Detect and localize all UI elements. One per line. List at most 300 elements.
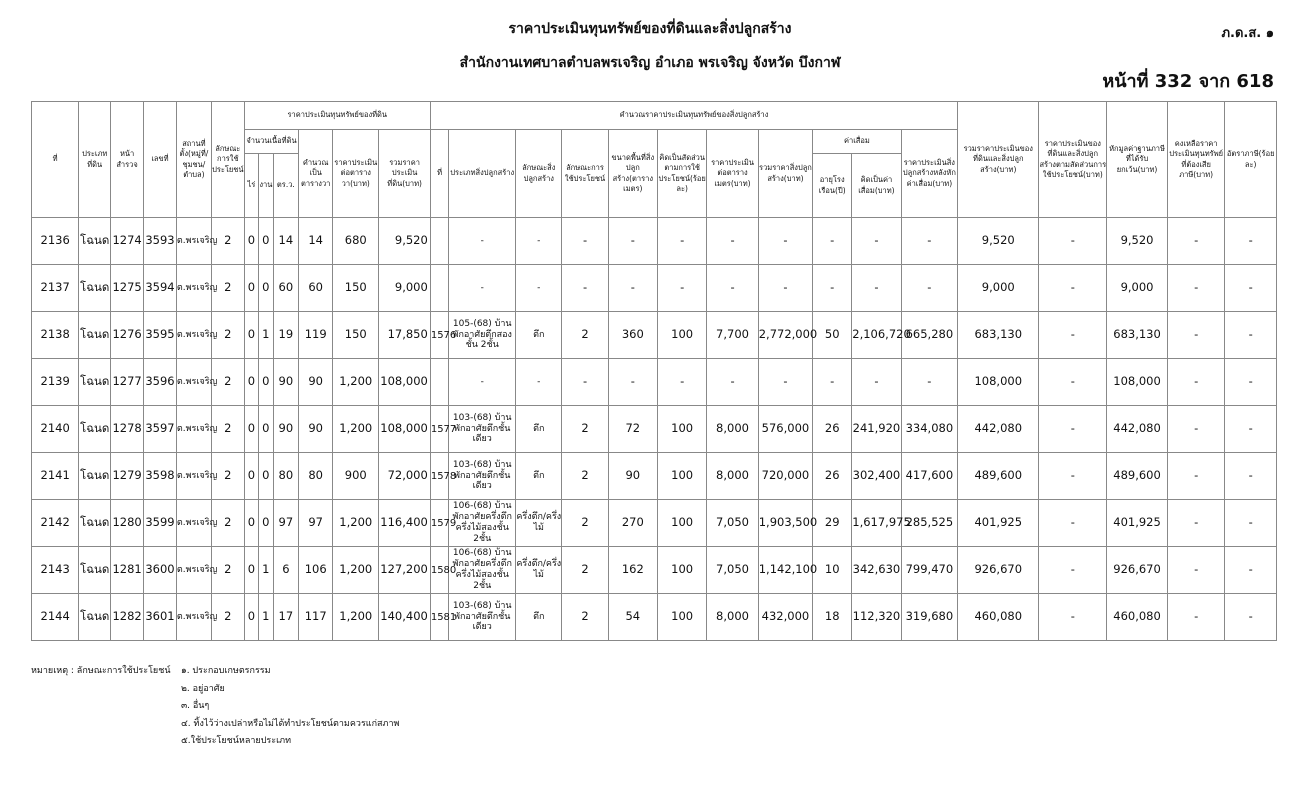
table-row (32, 547, 1277, 594)
cell-rate: - (1225, 547, 1277, 594)
note-item: ๕.ใช้ประโยชน์หลายประเภท (181, 736, 292, 746)
cell-b-no: 1576 (430, 312, 449, 359)
cell-wa: 60 (273, 265, 299, 312)
cell-b-after: 417,600 (901, 453, 958, 500)
cell-deduct: 9,000 (1107, 265, 1168, 312)
cell-number: 3599 (144, 500, 177, 547)
cell-use: 2 (211, 547, 244, 594)
cell-ngan: 0 (259, 406, 273, 453)
cell-b-kind: - (516, 359, 562, 406)
cell-b-ratio: 100 (657, 406, 706, 453)
cell-b-type: - (449, 265, 516, 312)
cell-b-kind: ตึก (516, 406, 562, 453)
cell-ngan: 0 (259, 265, 273, 312)
cell-b-type: 103-(68) บ้านพักอาศัยตึกชั้นเดียว (449, 594, 516, 641)
cell-no: 2140 (32, 406, 79, 453)
cell-b-total: - (758, 265, 812, 312)
cell-b-size: 54 (608, 594, 657, 641)
cell-price-per-wa: 1,200 (333, 594, 379, 641)
col-number: เลขที่ (144, 102, 177, 218)
cell-number: 3597 (144, 406, 177, 453)
cell-b-price-m: 8,000 (707, 453, 758, 500)
cell-b-no (430, 265, 449, 312)
cell-b-use: 2 (562, 547, 608, 594)
cell-b-depr: - (852, 265, 901, 312)
cell-rate: - (1225, 312, 1277, 359)
cell-rai: 0 (244, 547, 258, 594)
cell-b-depr: 241,920 (852, 406, 901, 453)
col-b-type: ประเภทสิ่งปลูกสร้าง (449, 130, 516, 218)
cell-sum-all: 926,670 (958, 547, 1039, 594)
cell-ngan: 0 (259, 359, 273, 406)
cell-price-per-wa: 1,200 (333, 359, 379, 406)
col-b-ratio: คิดเป็นสัดส่วนตามการใช้ประโยชน์(ร้อยละ) (657, 130, 706, 218)
cell-b-after: - (901, 265, 958, 312)
cell-partial: - (1039, 453, 1107, 500)
cell-remain: - (1167, 312, 1225, 359)
cell-b-use: - (562, 265, 608, 312)
cell-b-depr: - (852, 218, 901, 265)
col-b-age: อายุโรงเรือน(ปี) (813, 154, 852, 218)
cell-b-after: 319,680 (901, 594, 958, 641)
cell-b-no: 1577 (430, 406, 449, 453)
col-page: หน้าสำรวจ (111, 102, 144, 218)
cell-price-per-wa: 1,200 (333, 406, 379, 453)
cell-b-after: - (901, 359, 958, 406)
cell-doc-type: โฉนด (79, 453, 111, 500)
notes (31, 663, 399, 751)
cell-b-size: - (608, 218, 657, 265)
cell-no: 2136 (32, 218, 79, 265)
cell-location: ต.พรเจริญ (176, 406, 211, 453)
cell-b-no: 1578 (430, 453, 449, 500)
cell-rate: - (1225, 359, 1277, 406)
cell-rai: 0 (244, 265, 258, 312)
cell-deduct: 9,520 (1107, 218, 1168, 265)
col-price-per-wa: ราคาประเมินต่อตารางวา(บาท) (333, 130, 379, 218)
cell-b-kind: ครึ่งตึก/ครึ่งไม้ (516, 500, 562, 547)
cell-land-total: 9,520 (379, 218, 430, 265)
cell-sqwa: 90 (299, 359, 333, 406)
cell-land-total: 72,000 (379, 453, 430, 500)
cell-wa: 90 (273, 406, 299, 453)
cell-rai: 0 (244, 500, 258, 547)
cell-wa: 14 (273, 218, 299, 265)
cell-land-total: 116,400 (379, 500, 430, 547)
cell-b-price-m: - (707, 359, 758, 406)
cell-rai: 0 (244, 312, 258, 359)
cell-b-after: 334,080 (901, 406, 958, 453)
cell-location: ต.พรเจริญ (176, 265, 211, 312)
cell-partial: - (1039, 312, 1107, 359)
cell-rate: - (1225, 265, 1277, 312)
cell-location: ต.พรเจริญ (176, 594, 211, 641)
cell-no: 2137 (32, 265, 79, 312)
cell-b-after: - (901, 218, 958, 265)
cell-b-age: 10 (813, 547, 852, 594)
cell-b-size: - (608, 265, 657, 312)
cell-no: 2143 (32, 547, 79, 594)
cell-wa: 6 (273, 547, 299, 594)
cell-b-age: 26 (813, 453, 852, 500)
cell-remain: - (1167, 547, 1225, 594)
col-b-size: ขนาดพื้นที่สิ่งปลูกสร้าง(ตารางเมตร) (608, 130, 657, 218)
cell-b-size: 90 (608, 453, 657, 500)
cell-doc-type: โฉนด (79, 312, 111, 359)
cell-no: 2141 (32, 453, 79, 500)
cell-b-age: 50 (813, 312, 852, 359)
cell-sum-all: 442,080 (958, 406, 1039, 453)
cell-rate: - (1225, 406, 1277, 453)
cell-b-no (430, 359, 449, 406)
cell-b-total: 432,000 (758, 594, 812, 641)
cell-use: 2 (211, 359, 244, 406)
page-title: ราคาประเมินทุนทรัพย์ของที่ดินและสิ่งปลูกสร้าง (508, 21, 792, 37)
cell-sqwa: 97 (299, 500, 333, 547)
cell-wa: 97 (273, 500, 299, 547)
cell-b-no (430, 218, 449, 265)
cell-b-kind: ตึก (516, 453, 562, 500)
cell-b-price-m: - (707, 218, 758, 265)
cell-price-per-wa: 150 (333, 265, 379, 312)
note-item: ๑. ประกอบเกษตรกรรม (181, 666, 271, 676)
cell-b-price-m: 7,700 (707, 312, 758, 359)
cell-land-total: 17,850 (379, 312, 430, 359)
table-row (32, 453, 1277, 500)
cell-b-use: 2 (562, 594, 608, 641)
cell-ngan: 0 (259, 500, 273, 547)
cell-no: 2138 (32, 312, 79, 359)
cell-sum-all: 9,520 (958, 218, 1039, 265)
col-remain: คงเหลือราคาประเมินทุนทรัพย์ที่ต้องเสียภาษี(บาท) (1167, 102, 1225, 218)
cell-partial: - (1039, 218, 1107, 265)
table-row (32, 265, 1277, 312)
col-doc-type: ประเภทที่ดิน (79, 102, 111, 218)
cell-price-per-wa: 150 (333, 312, 379, 359)
col-b-price-m: ราคาประเมินต่อตารางเมตร(บาท) (707, 130, 758, 218)
cell-sum-all: 489,600 (958, 453, 1039, 500)
cell-land-total: 108,000 (379, 359, 430, 406)
cell-location: ต.พรเจริญ (176, 312, 211, 359)
cell-b-type: 106-(68) บ้านพักอาศัยครึ่งตึกครึ่งไม้สองชั้น 2ชั้น (449, 500, 516, 547)
cell-sqwa: 117 (299, 594, 333, 641)
table-row (32, 594, 1277, 641)
cell-rai: 0 (244, 406, 258, 453)
cell-b-total: 720,000 (758, 453, 812, 500)
cell-b-total: 1,142,100 (758, 547, 812, 594)
cell-b-price-m: 8,000 (707, 594, 758, 641)
office-name: สำนักงานเทศบาลตำบลพรเจริญ อำเภอ พรเจริญ จังหวัด บึงกาฬ (459, 55, 841, 71)
cell-sqwa: 60 (299, 265, 333, 312)
col-no: ที่ (32, 102, 79, 218)
cell-sqwa: 14 (299, 218, 333, 265)
cell-rate: - (1225, 594, 1277, 641)
cell-sum-all: 460,080 (958, 594, 1039, 641)
cell-b-age: - (813, 265, 852, 312)
note-item: ๒. อยู่อาศัย (181, 683, 225, 694)
cell-b-ratio: 100 (657, 500, 706, 547)
cell-b-size: 162 (608, 547, 657, 594)
cell-b-type: 106-(68) บ้านพักอาศัยครึ่งตึกครึ่งไม้สองชั้น 2ชั้น (449, 547, 516, 594)
cell-number: 3593 (144, 218, 177, 265)
table-row (32, 500, 1277, 547)
cell-b-price-m: 8,000 (707, 406, 758, 453)
col-b-no: ที่ (430, 130, 449, 218)
cell-b-type: 105-(68) บ้านพักอาศัยตึกสองชั้น 2ชั้น (449, 312, 516, 359)
cell-number: 3600 (144, 547, 177, 594)
cell-use: 2 (211, 453, 244, 500)
cell-number: 3596 (144, 359, 177, 406)
cell-land-total: 140,400 (379, 594, 430, 641)
group-land: ราคาประเมินทุนทรัพย์ของที่ดิน (244, 102, 430, 130)
col-b-after: ราคาประเมินสิ่งปลูกสร้างหลังหักค่าเสื่อม(บาท) (901, 130, 958, 218)
cell-deduct: 108,000 (1107, 359, 1168, 406)
cell-price-per-wa: 680 (333, 218, 379, 265)
cell-b-after: 665,280 (901, 312, 958, 359)
cell-b-after: 799,470 (901, 547, 958, 594)
cell-b-use: 2 (562, 453, 608, 500)
group-building: คำนวณราคาประเมินทุนทรัพย์ของสิ่งปลูกสร้าง (430, 102, 957, 130)
cell-use: 2 (211, 265, 244, 312)
cell-price-per-wa: 1,200 (333, 500, 379, 547)
cell-ngan: 0 (259, 218, 273, 265)
cell-ngan: 0 (259, 453, 273, 500)
cell-use: 2 (211, 406, 244, 453)
cell-b-total: - (758, 218, 812, 265)
cell-doc-type: โฉนด (79, 500, 111, 547)
cell-page: 1282 (111, 594, 144, 641)
col-location: สถานที่ตั้ง(หมู่ที่/ชุมชน/ตำบล) (176, 102, 211, 218)
cell-doc-type: โฉนด (79, 594, 111, 641)
cell-b-kind: - (516, 265, 562, 312)
cell-b-ratio: 100 (657, 547, 706, 594)
cell-b-total: - (758, 359, 812, 406)
col-b-kind: ลักษณะสิ่งปลูกสร้าง (516, 130, 562, 218)
cell-b-kind: ตึก (516, 594, 562, 641)
table-row (32, 406, 1277, 453)
col-use: ลักษณะการใช้ประโยชน์ (211, 102, 244, 218)
cell-page: 1278 (111, 406, 144, 453)
cell-wa: 80 (273, 453, 299, 500)
cell-remain: - (1167, 594, 1225, 641)
cell-number: 3601 (144, 594, 177, 641)
cell-b-age: 29 (813, 500, 852, 547)
cell-b-age: 18 (813, 594, 852, 641)
col-land-total: รวมราคาประเมินที่ดิน(บาท) (379, 130, 430, 218)
cell-wa: 90 (273, 359, 299, 406)
cell-deduct: 489,600 (1107, 453, 1168, 500)
cell-doc-type: โฉนด (79, 547, 111, 594)
table-row (32, 359, 1277, 406)
cell-b-size: 72 (608, 406, 657, 453)
cell-sum-all: 401,925 (958, 500, 1039, 547)
cell-rai: 0 (244, 359, 258, 406)
cell-sum-all: 9,000 (958, 265, 1039, 312)
cell-b-age: - (813, 359, 852, 406)
cell-b-total: 2,772,000 (758, 312, 812, 359)
cell-rate: - (1225, 453, 1277, 500)
cell-number: 3595 (144, 312, 177, 359)
cell-b-age: - (813, 218, 852, 265)
cell-deduct: 683,130 (1107, 312, 1168, 359)
cell-remain: - (1167, 218, 1225, 265)
cell-b-size: - (608, 359, 657, 406)
cell-deduct: 926,670 (1107, 547, 1168, 594)
cell-partial: - (1039, 406, 1107, 453)
cell-b-ratio: 100 (657, 594, 706, 641)
col-sum-all: รวมราคาประเมินของที่ดินและสิ่งปลูกสร้าง(บาท) (958, 102, 1039, 218)
cell-b-depr: 342,630 (852, 547, 901, 594)
table-row (32, 218, 1277, 265)
cell-partial: - (1039, 594, 1107, 641)
cell-page: 1280 (111, 500, 144, 547)
cell-doc-type: โฉนด (79, 406, 111, 453)
table-body (32, 218, 1277, 641)
cell-location: ต.พรเจริญ (176, 359, 211, 406)
cell-deduct: 460,080 (1107, 594, 1168, 641)
cell-sqwa: 119 (299, 312, 333, 359)
cell-land-total: 108,000 (379, 406, 430, 453)
cell-doc-type: โฉนด (79, 218, 111, 265)
cell-b-use: 2 (562, 406, 608, 453)
cell-page: 1281 (111, 547, 144, 594)
cell-partial: - (1039, 359, 1107, 406)
cell-location: ต.พรเจริญ (176, 218, 211, 265)
cell-land-total: 9,000 (379, 265, 430, 312)
note-item: ๓. อื่นๆ (181, 701, 210, 711)
page-info: หน้าที่ 332 จาก 618 (1102, 71, 1274, 92)
cell-b-price-m: 7,050 (707, 500, 758, 547)
cell-b-depr: 302,400 (852, 453, 901, 500)
cell-use: 2 (211, 594, 244, 641)
cell-doc-type: โฉนด (79, 359, 111, 406)
cell-location: ต.พรเจริญ (176, 547, 211, 594)
cell-b-use: 2 (562, 312, 608, 359)
col-partial: ราคาประเมินของที่ดินและสิ่งปลูกสร้างตามสัดส่วนการใช้ประโยชน์(บาท) (1039, 102, 1107, 218)
cell-b-age: 26 (813, 406, 852, 453)
cell-page: 1276 (111, 312, 144, 359)
cell-page: 1279 (111, 453, 144, 500)
col-rai: ไร่ (244, 154, 258, 218)
cell-b-kind: ครึ่งตึก/ครึ่งไม้ (516, 547, 562, 594)
form-code: ภ.ด.ส. ๑ (1221, 26, 1274, 41)
col-ngan: งาน (259, 154, 273, 218)
cell-b-type: - (449, 359, 516, 406)
cell-b-no: 1580 (430, 547, 449, 594)
cell-b-price-m: 7,050 (707, 547, 758, 594)
cell-b-type: 103-(68) บ้านพักอาศัยตึกชั้นเดียว (449, 406, 516, 453)
cell-land-total: 127,200 (379, 547, 430, 594)
col-rate: อัตราภาษี(ร้อยละ) (1225, 102, 1277, 218)
cell-b-depr: 2,106,720 (852, 312, 901, 359)
cell-no: 2144 (32, 594, 79, 641)
cell-b-use: - (562, 218, 608, 265)
cell-b-no: 1579 (430, 500, 449, 547)
group-depr: ค่าเสื่อม (813, 130, 901, 154)
cell-use: 2 (211, 218, 244, 265)
cell-rate: - (1225, 218, 1277, 265)
cell-sqwa: 80 (299, 453, 333, 500)
cell-b-use: - (562, 359, 608, 406)
cell-b-total: 1,903,500 (758, 500, 812, 547)
cell-no: 2139 (32, 359, 79, 406)
cell-rai: 0 (244, 453, 258, 500)
col-b-depr: คิดเป็นค่าเสื่อม(บาท) (852, 154, 901, 218)
cell-remain: - (1167, 265, 1225, 312)
notes-label: หมายเหตุ : ลักษณะการใช้ประโยชน์ (31, 666, 171, 676)
cell-sqwa: 106 (299, 547, 333, 594)
cell-use: 2 (211, 500, 244, 547)
assessment-table (31, 101, 1277, 641)
cell-b-size: 270 (608, 500, 657, 547)
cell-ngan: 1 (259, 547, 273, 594)
cell-rai: 0 (244, 218, 258, 265)
cell-b-ratio: - (657, 218, 706, 265)
cell-rate: - (1225, 500, 1277, 547)
cell-b-no: 1581 (430, 594, 449, 641)
table-row (32, 312, 1277, 359)
cell-partial: - (1039, 500, 1107, 547)
cell-b-price-m: - (707, 265, 758, 312)
cell-b-ratio: 100 (657, 312, 706, 359)
note-item: ๔. ทิ้งไว้ว่างเปล่าหรือไม่ได้ทำประโยชน์ตามควรแก่สภาพ (181, 718, 400, 729)
cell-b-type: 103-(68) บ้านพักอาศัยตึกชั้นเดียว (449, 453, 516, 500)
cell-use: 2 (211, 312, 244, 359)
col-b-use: ลักษณะการใช้ประโยชน์ (562, 130, 608, 218)
cell-b-depr: - (852, 359, 901, 406)
cell-location: ต.พรเจริญ (176, 500, 211, 547)
cell-location: ต.พรเจริญ (176, 453, 211, 500)
cell-price-per-wa: 1,200 (333, 547, 379, 594)
col-sqwa: คำนวณเป็นตารางวา (299, 130, 333, 218)
cell-remain: - (1167, 453, 1225, 500)
cell-b-ratio: - (657, 359, 706, 406)
cell-ngan: 1 (259, 594, 273, 641)
cell-b-depr: 1,617,975 (852, 500, 901, 547)
cell-wa: 17 (273, 594, 299, 641)
cell-price-per-wa: 900 (333, 453, 379, 500)
cell-remain: - (1167, 406, 1225, 453)
cell-number: 3598 (144, 453, 177, 500)
cell-deduct: 401,925 (1107, 500, 1168, 547)
group-area: จำนวนเนื้อที่ดิน (244, 130, 298, 154)
cell-number: 3594 (144, 265, 177, 312)
cell-b-ratio: 100 (657, 453, 706, 500)
cell-b-kind: ตึก (516, 312, 562, 359)
cell-page: 1274 (111, 218, 144, 265)
cell-no: 2142 (32, 500, 79, 547)
cell-sum-all: 108,000 (958, 359, 1039, 406)
col-b-total: รวมราคาสิ่งปลูกสร้าง(บาท) (758, 130, 812, 218)
cell-ngan: 1 (259, 312, 273, 359)
cell-sum-all: 683,130 (958, 312, 1039, 359)
cell-b-kind: - (516, 218, 562, 265)
cell-partial: - (1039, 547, 1107, 594)
cell-doc-type: โฉนด (79, 265, 111, 312)
cell-wa: 19 (273, 312, 299, 359)
cell-b-size: 360 (608, 312, 657, 359)
cell-b-total: 576,000 (758, 406, 812, 453)
cell-sqwa: 90 (299, 406, 333, 453)
col-wa: ตร.ว. (273, 154, 299, 218)
cell-rai: 0 (244, 594, 258, 641)
cell-remain: - (1167, 359, 1225, 406)
col-deduct: หักมูลค่าฐานภาษีที่ได้รับยกเว้น(บาท) (1107, 102, 1168, 218)
cell-page: 1275 (111, 265, 144, 312)
cell-b-ratio: - (657, 265, 706, 312)
cell-remain: - (1167, 500, 1225, 547)
cell-page: 1277 (111, 359, 144, 406)
